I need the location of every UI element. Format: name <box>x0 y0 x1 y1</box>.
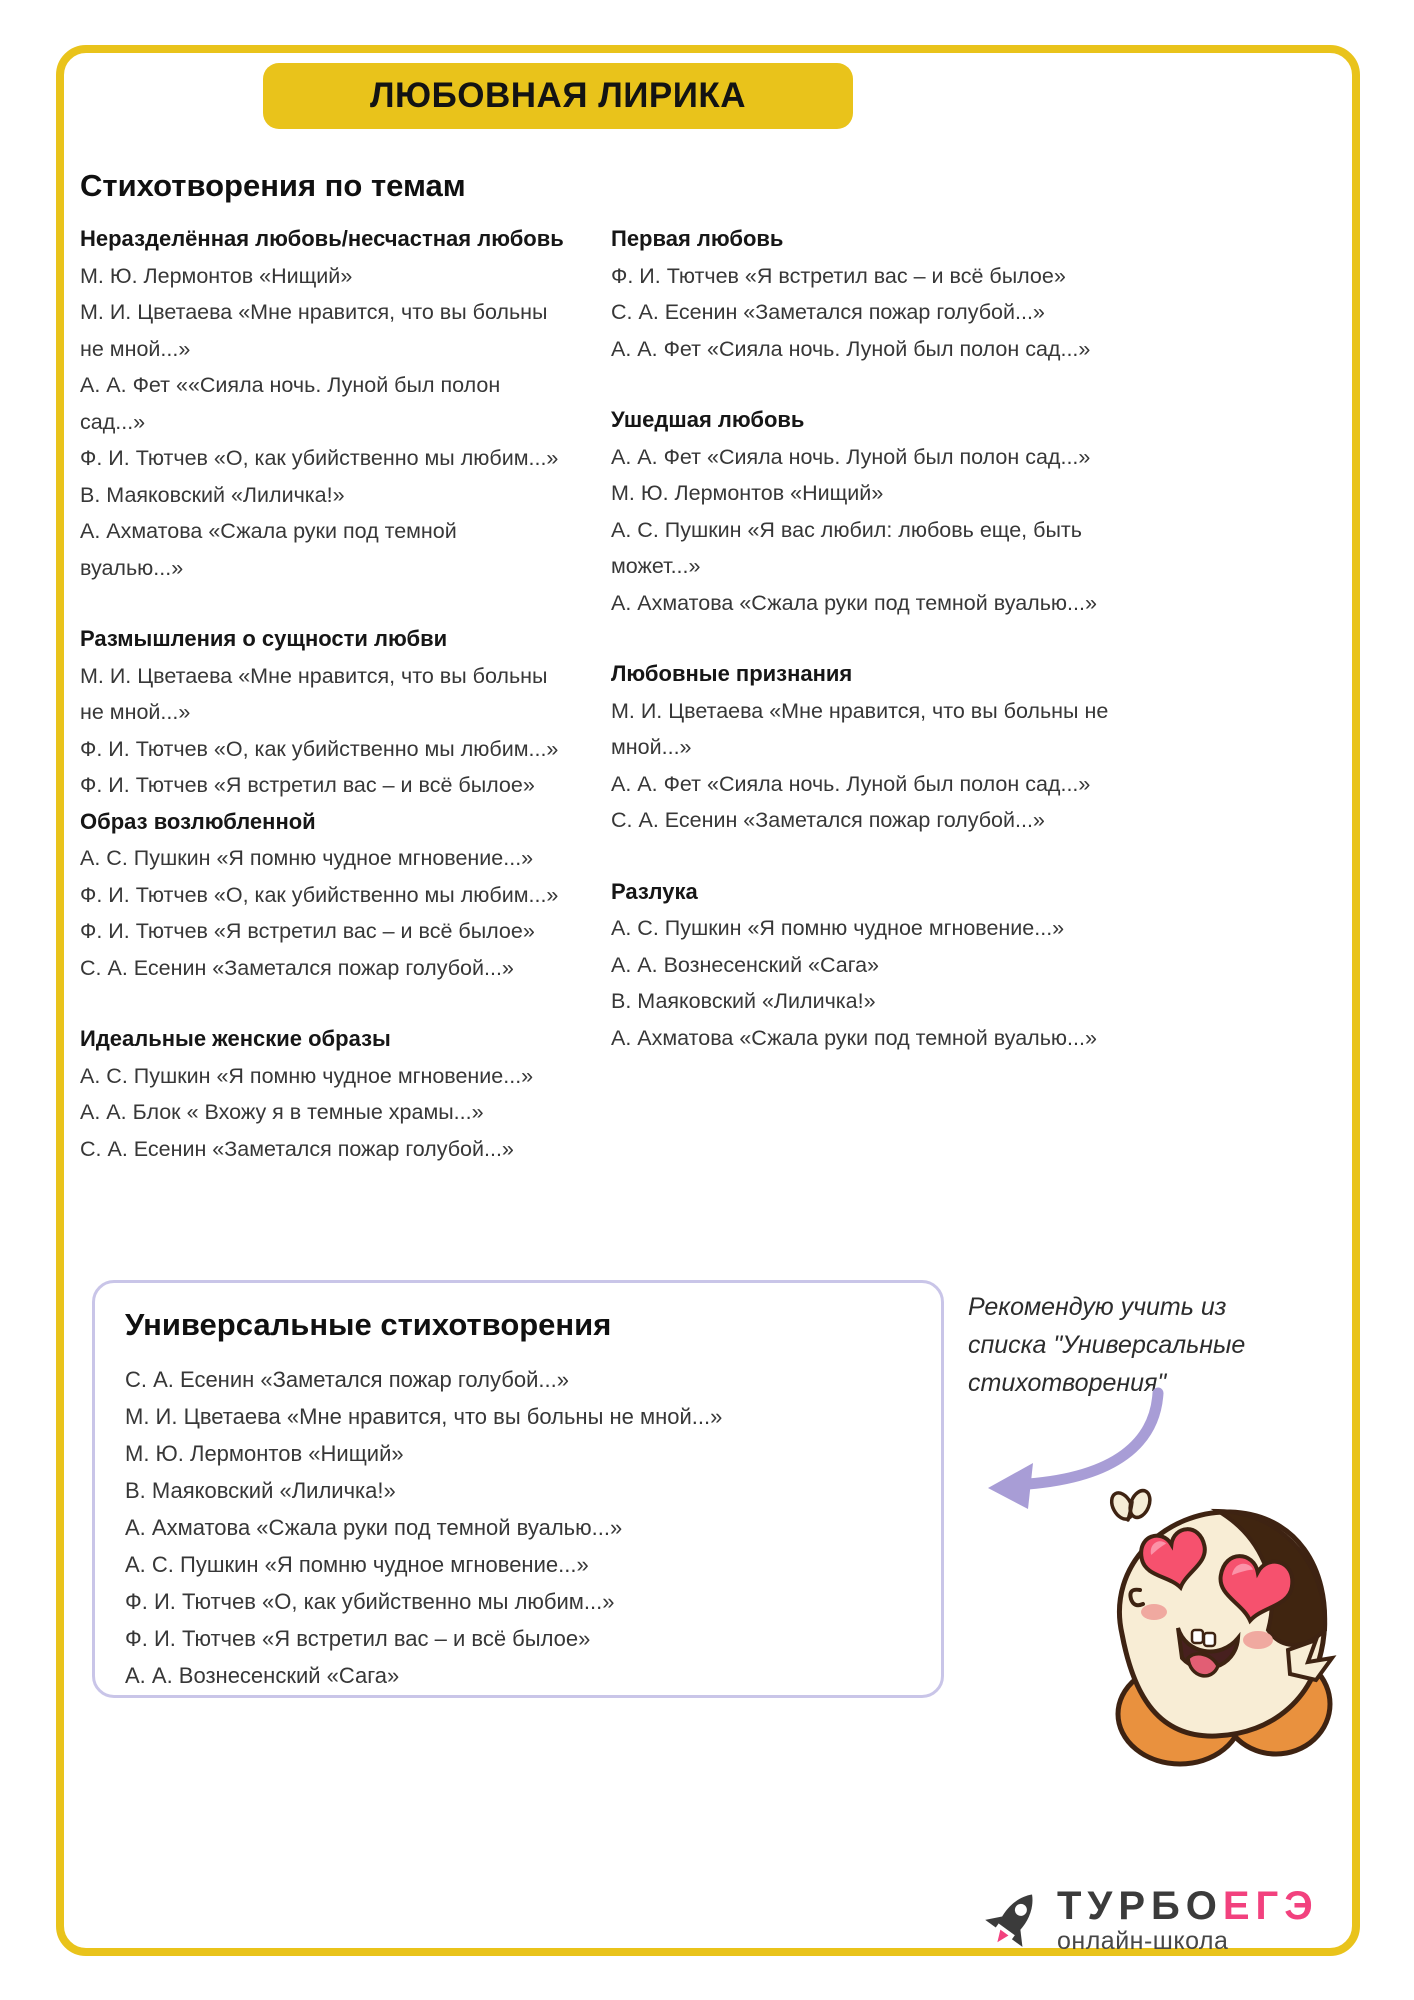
poem-item: В. Маяковский «Лиличка!» <box>611 989 876 1013</box>
brand-name-turbo: ТУРБО <box>1057 1884 1223 1928</box>
poem-item: А. Ахматова «Сжала руки под темной вуалью...» <box>611 590 1097 615</box>
poem-item: М. Ю. Лермонтов «Нищий» <box>80 263 353 288</box>
poem-item: Ф. И. Тютчев «О, как убийственно мы любим...» <box>80 882 559 907</box>
poem-item: А. А. Вознесенский «Сага» <box>125 1663 400 1688</box>
theme-section-image-of-beloved <box>80 804 565 987</box>
theme-title: Размышления о сущности любви <box>80 626 448 651</box>
section-heading: Стихотворения по темам <box>80 168 466 203</box>
theme-title: Любовные признания <box>611 661 853 686</box>
poem-item: М. И. Цветаева «Мне нравится, что вы больны не мной...» <box>611 698 1109 759</box>
poem-item: А. А. Фет ««Сияла ночь. Луной был полон сад...» <box>80 373 501 434</box>
poem-item: Ф. И. Тютчев «Я встретил вас – и всё былое» <box>611 263 1066 288</box>
poem-item: С. А. Есенин «Заметался пожар голубой...» <box>611 300 1045 324</box>
poem-item: А. А. Блок « Вхожу я в темные храмы...» <box>80 1100 484 1124</box>
theme-section-first-love <box>611 221 1166 367</box>
butterfly-icon <box>1107 1488 1153 1523</box>
theme-title: Разлука <box>611 878 698 904</box>
poem-item: Ф. И. Тютчев «Я встретил вас – и всё былое» <box>80 773 535 797</box>
poem-item: Ф. И. Тютчев «О, как убийственно мы любим...» <box>80 446 559 470</box>
themes-column-right <box>611 221 1166 1091</box>
poem-item: С. А. Есенин «Заметался пожар голубой...» <box>611 808 1045 832</box>
theme-title: Неразделённая любовь/несчастная любовь <box>80 226 564 251</box>
poem-item: А. С. Пушкин «Я помню чудное мгновение...» <box>80 1063 534 1088</box>
theme-section-separation <box>611 874 1166 1057</box>
brand-text <box>1057 1885 1319 1955</box>
brand-subtitle: онлайн-школа <box>1057 1927 1229 1955</box>
poem-item: М. И. Цветаева «Мне нравится, что вы больны не мной...» <box>80 663 548 724</box>
hamster-love-illustration <box>1088 1482 1340 1774</box>
rocket-icon <box>985 1885 1045 1951</box>
poem-item: А. А. Фет «Сияла ночь. Луной был полон сад...» <box>611 771 1091 796</box>
poem-item: А. Ахматова «Сжала руки под темной вуалью...» <box>80 519 457 580</box>
poem-item: М. Ю. Лермонтов «Нищий» <box>611 481 884 505</box>
theme-section-unrequited-love <box>80 221 565 586</box>
theme-title: Образ возлюбленной <box>80 808 316 834</box>
theme-section-ideal-female-images <box>80 1021 565 1167</box>
poem-item: Ф. И. Тютчев «Я встретил вас – и всё былое» <box>80 919 535 943</box>
poem-item: С. А. Есенин «Заметался пожар голубой...» <box>80 1136 514 1161</box>
poem-item: Ф. И. Тютчев «О, как убийственно мы любим...» <box>125 1589 615 1614</box>
poem-item: А. Ахматова «Сжала руки под темной вуалью...» <box>611 1025 1097 1050</box>
poem-item: В. Маяковский «Лиличка!» <box>125 1478 396 1503</box>
poem-item: Ф. И. Тютчев «Я встретил вас – и всё былое» <box>125 1626 591 1651</box>
themes-column-left <box>80 221 565 1202</box>
title-badge <box>263 63 853 129</box>
poem-item: В. Маяковский «Лиличка!» <box>80 482 345 507</box>
poem-item: Ф. И. Тютчев «О, как убийственно мы любим...» <box>80 736 559 761</box>
poem-item: М. Ю. Лермонтов «Нищий» <box>125 1441 404 1466</box>
poem-item: С. А. Есенин «Заметался пожар голубой...» <box>125 1367 569 1392</box>
poem-item: А. С. Пушкин «Я вас любил: любовь еще, быть может...» <box>611 517 1082 578</box>
themes-columns <box>80 221 1166 1202</box>
brand-name-ege: ЕГЭ <box>1222 1884 1319 1928</box>
theme-section-essence-of-love <box>80 621 565 804</box>
universal-poems-box <box>92 1280 944 1698</box>
poem-item: С. А. Есенин «Заметался пожар голубой...» <box>80 955 514 980</box>
poem-item: А. А. Фет «Сияла ночь. Луной был полон сад...» <box>611 444 1091 469</box>
theme-section-love-confessions <box>611 656 1166 839</box>
recommendation-note: Рекомендую учить из списка "Универсальные стихотворения" <box>968 1293 1246 1397</box>
poem-item: А. Ахматова «Сжала руки под темной вуалью...» <box>125 1515 623 1540</box>
theme-title: Идеальные женские образы <box>80 1026 391 1051</box>
poem-item: М. И. Цветаева «Мне нравится, что вы больны не мной...» <box>125 1404 723 1429</box>
poem-item: А. С. Пушкин «Я помню чудное мгновение...» <box>125 1552 589 1577</box>
theme-title: Ушедшая любовь <box>611 407 805 432</box>
theme-section-gone-love <box>611 402 1166 621</box>
poem-item: М. И. Цветаева «Мне нравится, что вы больны не мной...» <box>80 300 548 361</box>
brand-logo <box>985 1885 1319 1955</box>
poem-item: А. А. Вознесенский «Сага» <box>611 952 880 977</box>
title-badge-label: ЛЮБОВНАЯ ЛИРИКА <box>369 76 747 115</box>
universal-poems-title: Универсальные стихотворения <box>125 1307 612 1342</box>
theme-title: Первая любовь <box>611 226 784 251</box>
poem-item: А. С. Пушкин «Я помню чудное мгновение...» <box>611 916 1065 940</box>
brand-name <box>1057 1885 1319 1927</box>
poem-item: А. С. Пушкин «Я помню чудное мгновение...» <box>80 846 534 870</box>
poem-item: А. А. Фет «Сияла ночь. Луной был полон сад...» <box>611 336 1091 361</box>
